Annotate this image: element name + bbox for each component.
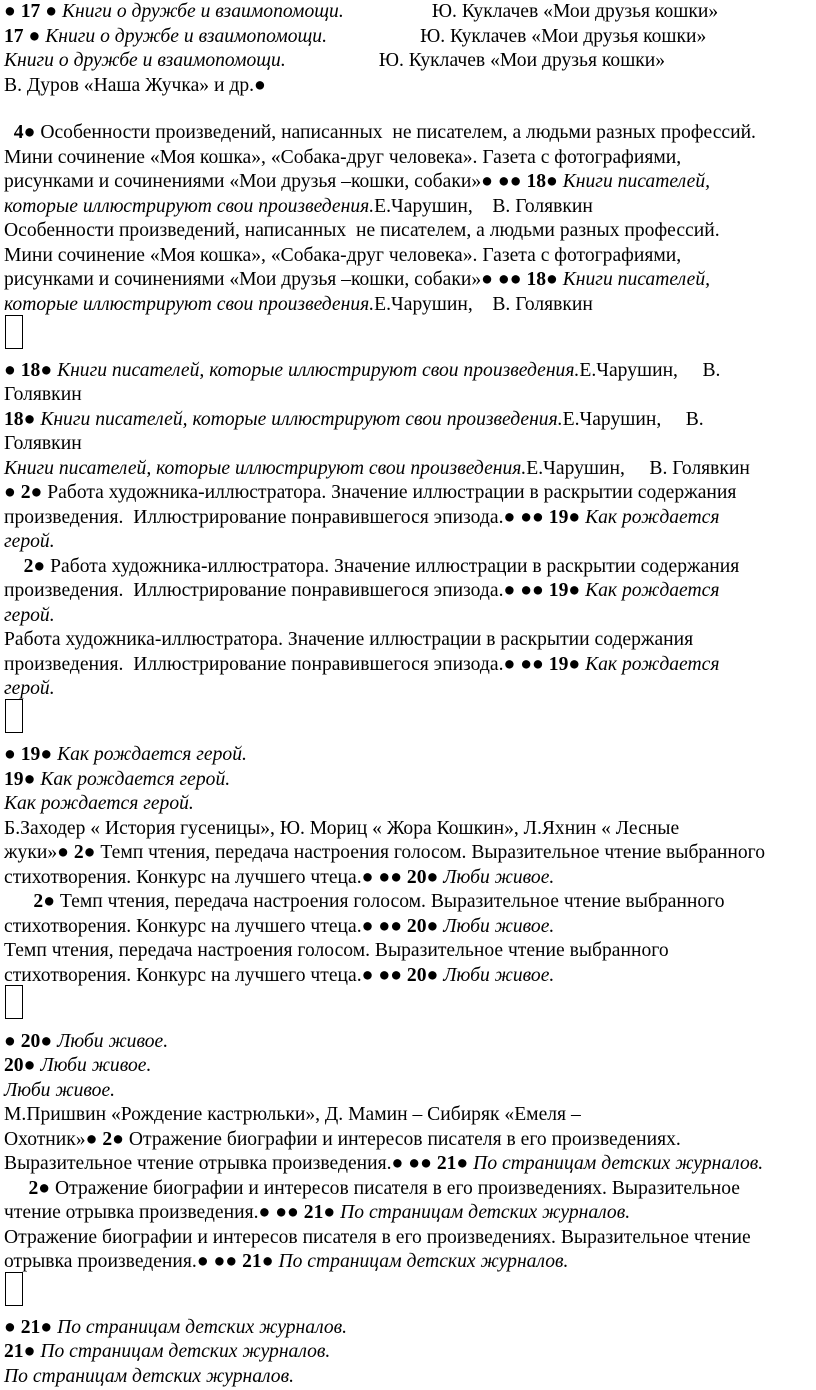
text-run: Как рождается герой. bbox=[4, 793, 194, 814]
text-run: которые иллюстрируют свои произведения. bbox=[4, 196, 375, 217]
text-run: М.Пришвин «Рождение кастрюльки», Д. Мамин – Сибиряк «Емеля – bbox=[4, 1104, 581, 1125]
text-line bbox=[4, 579, 719, 604]
text-line bbox=[4, 1128, 681, 1153]
text-run: ● ●● 19● bbox=[503, 654, 586, 675]
text-line bbox=[4, 1152, 763, 1177]
text-run: герой. bbox=[4, 531, 55, 552]
text-run: Книги о дружбе и взаимопомощи. bbox=[45, 26, 327, 47]
text-run: Книги о дружбе и взаимопомощи. bbox=[61, 1, 344, 22]
text-run: Е.Чарушин, В. bbox=[579, 360, 721, 381]
text-run: Люби живое. bbox=[40, 1055, 152, 1076]
text-run: Голявкин bbox=[4, 433, 82, 454]
text-run: рисунками и сочинениями «Мои друзья –кошки, собаки» bbox=[4, 269, 482, 290]
text-run: 2● bbox=[4, 556, 46, 577]
text-run: Охотник» bbox=[4, 1129, 86, 1150]
text-run: Выразительное чтение отрывка произведения. bbox=[4, 1153, 392, 1174]
text-run: Темп чтения, передача настроения голосом. Выразительное чтение выбранного bbox=[4, 940, 669, 961]
text-run: ● 19● bbox=[4, 744, 58, 765]
text-run: Как рождается bbox=[585, 580, 720, 601]
text-line bbox=[4, 890, 725, 915]
text-line bbox=[4, 49, 665, 74]
text-line bbox=[4, 244, 681, 269]
text-run: Книги писателей, которые иллюстрируют свои произведения. bbox=[57, 360, 580, 381]
text-line bbox=[4, 1103, 581, 1128]
text-run: ● 2● bbox=[57, 842, 96, 863]
text-run: ● ●● 18● bbox=[481, 269, 563, 290]
text-run: 17 ● bbox=[4, 26, 46, 47]
text-line bbox=[4, 768, 230, 793]
text-line bbox=[4, 1054, 151, 1079]
text-run: Как рождается герой. bbox=[40, 769, 231, 790]
text-line bbox=[4, 1030, 168, 1055]
text-run: Люби живое. bbox=[443, 965, 555, 986]
text-line bbox=[4, 1201, 630, 1226]
text-run: Книги писателей, bbox=[562, 269, 711, 290]
text-run: Как рождается bbox=[585, 507, 720, 528]
text-run: Е.Чарушин, В. bbox=[562, 409, 704, 430]
text-run: стихотворения. Конкурс на лучшего чтеца. bbox=[4, 916, 362, 937]
text-run: Как рождается bbox=[585, 654, 720, 675]
text-run: Ю. Куклачев «Мои друзья кошки» bbox=[343, 1, 719, 22]
text-run: ● ●● 18● bbox=[481, 171, 563, 192]
text-run: рисунками и сочинениями «Мои друзья –кошки, собаки» bbox=[4, 171, 482, 192]
text-run: которые иллюстрируют свои произведения. bbox=[4, 294, 375, 315]
empty-frame bbox=[5, 699, 23, 733]
text-run: Темп чтения, передача настроения голосом. Выразительное чтение выбранного bbox=[55, 891, 725, 912]
text-run: Б.Заходер « История гусеницы», Ю. Мориц « Жора Кошкин», Л.Яхнин « Лесные bbox=[4, 818, 680, 839]
text-run: В. Дуров «Наша Жучка» и др. bbox=[4, 75, 255, 96]
text-line bbox=[4, 1316, 347, 1341]
text-line bbox=[4, 964, 554, 989]
text-line bbox=[4, 481, 736, 506]
text-run: Книги писателей, которые иллюстрируют свои произведения. bbox=[4, 458, 527, 479]
text-run: ● ●● 20● bbox=[361, 965, 444, 986]
text-run: Люби живое. bbox=[443, 867, 555, 888]
text-run: произведения. Иллюстрирование понравившегося эпизода. bbox=[4, 654, 504, 675]
text-run: ● ●● 19● bbox=[503, 507, 586, 528]
text-line bbox=[4, 383, 82, 408]
text-line bbox=[4, 628, 693, 653]
text-run: По страницам детских журналов. bbox=[57, 1317, 348, 1338]
text-run: 19● bbox=[4, 769, 41, 790]
text-line bbox=[4, 1079, 115, 1104]
text-line bbox=[4, 677, 55, 702]
text-run: ● ●● 19● bbox=[503, 580, 586, 601]
text-line bbox=[4, 408, 704, 433]
text-run: По страницам детских журналов. bbox=[278, 1251, 569, 1272]
text-line bbox=[4, 146, 681, 171]
text-run: Книги писателей, bbox=[562, 171, 711, 192]
text-line bbox=[4, 792, 194, 817]
empty-frame bbox=[5, 315, 23, 349]
text-line bbox=[4, 170, 710, 195]
text-run: Мини сочинение «Моя кошка», «Собака-друг человека». Газета с фотографиями, bbox=[4, 147, 682, 168]
text-line bbox=[4, 604, 55, 629]
text-run: ● 20● bbox=[4, 1031, 58, 1052]
text-line bbox=[4, 1340, 330, 1365]
text-run: Ю. Куклачев «Мои друзья кошки» bbox=[327, 26, 707, 47]
text-line bbox=[4, 653, 719, 678]
text-line bbox=[4, 25, 706, 50]
text-line bbox=[4, 915, 554, 940]
text-run: 2● bbox=[4, 1178, 51, 1199]
text-line bbox=[4, 1250, 568, 1275]
text-run: ● ●● 21● bbox=[196, 1251, 279, 1272]
text-run: чтение отрывка произведения. bbox=[4, 1202, 259, 1223]
text-run: Е.Чарушин, В. Голявкин bbox=[526, 458, 750, 479]
text-run: Люби живое. bbox=[4, 1080, 116, 1101]
text-run: Люби живое. bbox=[57, 1031, 169, 1052]
text-run: ● 2● bbox=[85, 1129, 124, 1150]
text-run: ● ●● 20● bbox=[361, 916, 444, 937]
text-run: Люби живое. bbox=[443, 916, 555, 937]
text-line bbox=[4, 457, 750, 482]
text-run: Работа художника-иллюстратора. Значение иллюстрации в раскрытии содержания bbox=[45, 556, 740, 577]
text-line bbox=[4, 121, 756, 146]
text-run: стихотворения. Конкурс на лучшего чтеца. bbox=[4, 965, 362, 986]
text-line bbox=[4, 555, 739, 580]
text-run: Книги о дружбе и взаимопомощи. bbox=[4, 50, 286, 71]
text-run: ● 18● bbox=[4, 360, 58, 381]
text-run: отрывка произведения. bbox=[4, 1251, 197, 1272]
text-run: ● ●● 21● bbox=[258, 1202, 341, 1223]
text-run: Особенности произведений, написанных не писателем, а людьми разных профессий. bbox=[4, 220, 720, 241]
text-line bbox=[4, 195, 593, 220]
text-run: Е.Чарушин, В. Голявкин bbox=[374, 196, 593, 217]
text-run: По страницам детских журналов. bbox=[40, 1341, 331, 1362]
text-run: 2● bbox=[4, 891, 56, 912]
text-run: Темп чтения, передача настроения голосом. Выразительное чтение выбранного bbox=[95, 842, 766, 863]
text-run: 20● bbox=[4, 1055, 41, 1076]
text-run: 4● bbox=[4, 122, 36, 143]
text-run: 18● bbox=[4, 409, 41, 430]
text-line bbox=[4, 841, 765, 866]
text-run: Мини сочинение «Моя кошка», «Собака-друг человека». Газета с фотографиями, bbox=[4, 245, 682, 266]
text-run: 21● bbox=[4, 1341, 41, 1362]
text-run: Отражение биографии и интересов писателя в его произведениях. Выразительное чтение bbox=[4, 1227, 751, 1248]
text-line bbox=[4, 1226, 751, 1251]
text-run: герой. bbox=[4, 605, 55, 626]
text-run: Голявкин bbox=[4, 384, 82, 405]
text-run: Отражение биографии и интересов писателя в его произведениях. Выразительное bbox=[50, 1178, 741, 1199]
text-line bbox=[4, 866, 554, 891]
text-run: стихотворения. Конкурс на лучшего чтеца. bbox=[4, 867, 362, 888]
text-line bbox=[4, 817, 679, 842]
text-run: ● 21● bbox=[4, 1317, 58, 1338]
text-line bbox=[4, 293, 593, 318]
text-line bbox=[4, 939, 669, 964]
text-run: Работа художника-иллюстратора. Значение иллюстрации в раскрытии содержания bbox=[42, 482, 737, 503]
text-line bbox=[4, 506, 719, 531]
text-run: Отражение биографии и интересов писателя в его произведениях. bbox=[123, 1129, 681, 1150]
text-line bbox=[4, 530, 55, 555]
text-line bbox=[4, 359, 720, 384]
empty-frame bbox=[5, 985, 23, 1019]
text-run: произведения. Иллюстрирование понравившегося эпизода. bbox=[4, 580, 504, 601]
text-line bbox=[4, 743, 247, 768]
text-run: ● bbox=[254, 75, 266, 96]
text-line bbox=[4, 74, 266, 99]
text-run: Книги писателей, которые иллюстрируют свои произведения. bbox=[40, 409, 563, 430]
text-run: ● ●● 21● bbox=[391, 1153, 474, 1174]
text-line bbox=[4, 432, 82, 457]
text-run: Ю. Куклачев «Мои друзья кошки» bbox=[285, 50, 666, 71]
text-line bbox=[4, 219, 720, 244]
text-run: Е.Чарушин, В. Голявкин bbox=[374, 294, 593, 315]
text-line bbox=[4, 268, 710, 293]
text-run: По страницам детских журналов. bbox=[340, 1202, 631, 1223]
text-run: герой. bbox=[4, 678, 55, 699]
text-run: Особенности произведений, написанных не писателем, а людьми разных профессий. bbox=[35, 122, 756, 143]
text-run: ● 17 ● bbox=[4, 1, 62, 22]
text-run: произведения. Иллюстрирование понравившегося эпизода. bbox=[4, 507, 504, 528]
text-run: жуки» bbox=[4, 842, 58, 863]
empty-frame bbox=[5, 1272, 23, 1306]
text-line bbox=[4, 1365, 294, 1390]
text-line bbox=[4, 1177, 740, 1202]
text-run: По страницам детских журналов. bbox=[4, 1366, 294, 1387]
text-run: Работа художника-иллюстратора. Значение иллюстрации в раскрытии содержания bbox=[4, 629, 694, 650]
text-line bbox=[4, 0, 718, 25]
text-run: Как рождается герой. bbox=[57, 744, 247, 765]
text-run: ● ●● 20● bbox=[361, 867, 444, 888]
text-run: По страницам детских журналов. bbox=[473, 1153, 764, 1174]
text-run: ● 2● bbox=[4, 482, 43, 503]
